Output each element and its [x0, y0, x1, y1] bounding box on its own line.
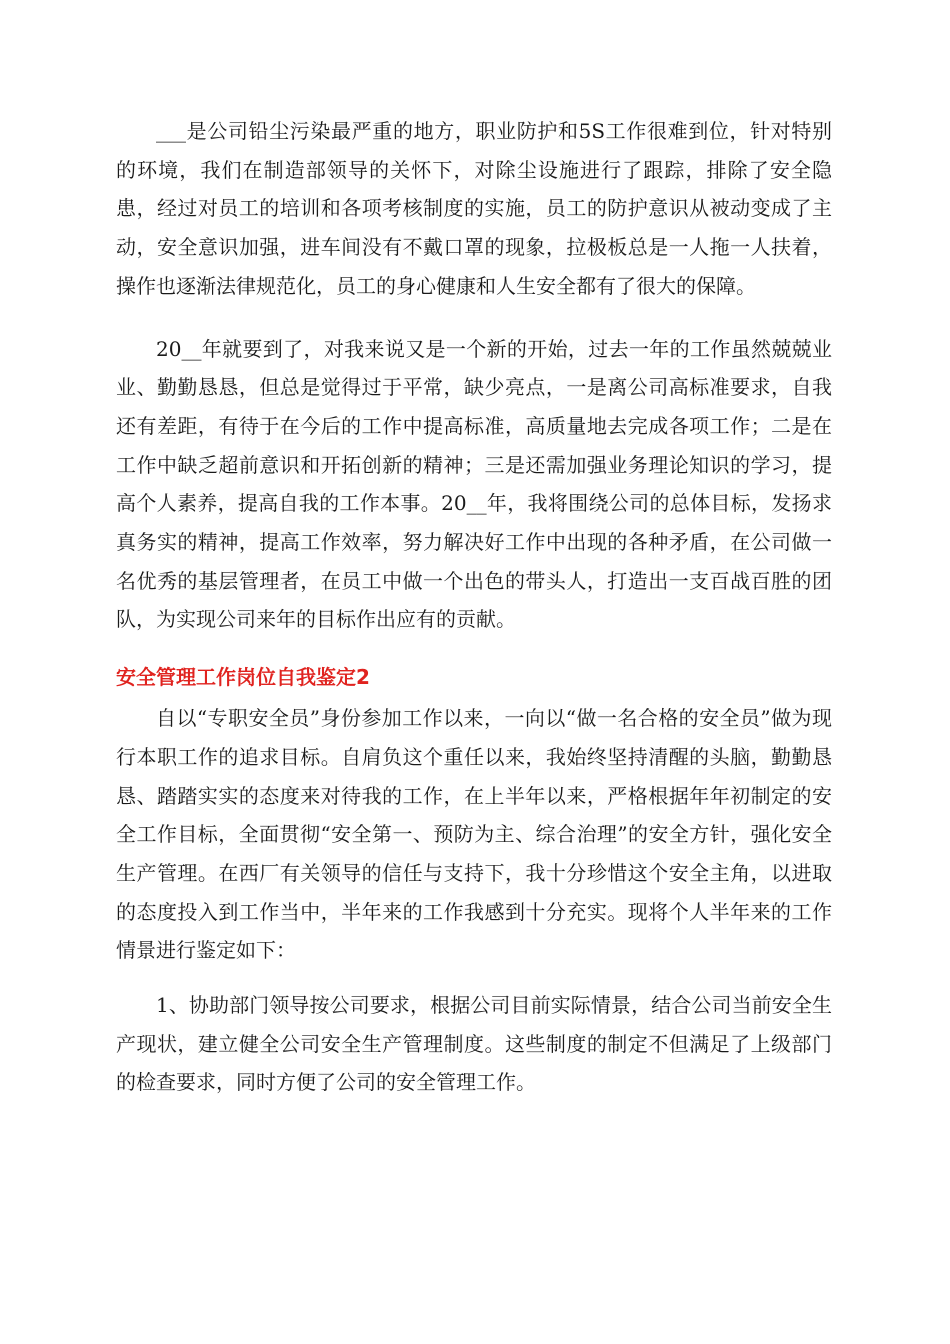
paragraph-workshop-protection: ___是公司铅尘污染最严重的地方，职业防护和5S工作很难到位，针对特别的环境，我们在制造部领导的关怀下，对除尘设施进行了跟踪，排除了安全隐患，经过对员工的培训和各项考核制度的实施，员工的防护意识从被动变成了主动，安全意识加强，进车间没有不戴口罩的现象，拉极板总是一人拖一人扶着，操作也逐渐法律规范化，员工的身心健康和人生安全都有了很大的保障。: [116, 119, 832, 298]
paragraph-item-1: 1、协助部门领导按公司要求，根据公司目前实际情景，结合公司当前安全生产现状，建立健全公司安全生产管理制度。这些制度的制定不但满足了上级部门的检查要求，同时方便了公司的安全管理工作。: [116, 993, 832, 1095]
document-body: [116, 112, 832, 1102]
paragraph-year-plan: 20__年就要到了，对我来说又是一个新的开始，过去一年的工作虽然兢兢业业、勤勤恳恳，但总是觉得过于平常，缺少亮点，一是离公司高标准要求，自我还有差距，有待于在今后的工作中提高标准，高质量地去完成各项工作；二是在工作中缺乏超前意识和开拓创新的精神；三是还需加强业务理论知识的学习，提高个人素养，提高自我的工作本事。20__年，我将围绕公司的总体目标，发扬求真务实的精神，提高工作效率，努力解决好工作中出现的各种矛盾，在公司做一名优秀的基层管理者，在员工中做一个出色的带头人，打造出一支百战百胜的团队，为实现公司来年的目标作出应有的贡献。: [116, 336, 832, 632]
paragraph-safety-officer-intro: 自以“专职安全员”身份参加工作以来，一向以“做一名合格的安全员”做为现行本职工作的追求目标。自肩负这个重任以来，我始终坚持清醒的头脑，勤勤恳恳、踏踏实实的态度来对待我的工作，在上半年以来，严格根据年年初制定的安全工作目标，全面贯彻“安全第一、预防为主、综合治理”的安全方针，强化安全生产管理。在西厂有关领导的信任与支持下，我十分珍惜这个安全主角，以进取的态度投入到工作当中，半年来的工作我感到十分充实。现将个人半年来的工作情景进行鉴定如下：: [116, 706, 832, 963]
section-heading-2: 安全管理工作岗位自我鉴定2: [116, 665, 370, 690]
